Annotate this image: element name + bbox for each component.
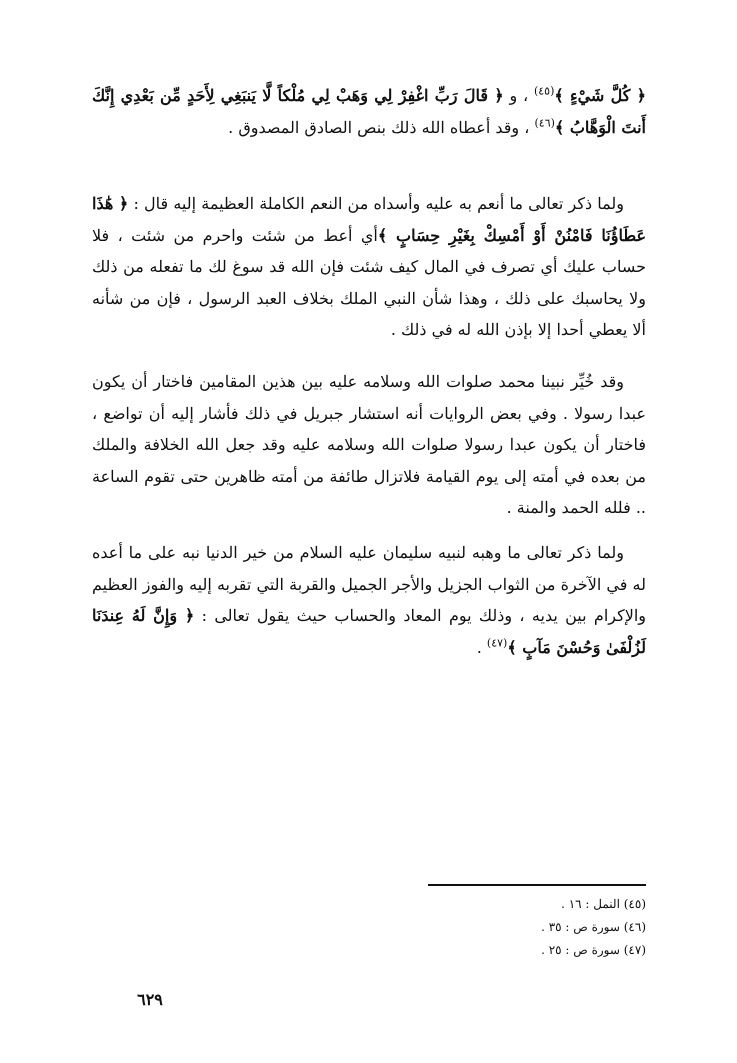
page-number: ٦٢٩ xyxy=(137,990,163,1009)
paragraph-text: ، و xyxy=(503,86,534,105)
quran-quote: ﴿ قَالَ رَبِّ اغْفِرْ لِي وَهَبْ لِي مُلْكاً لَّا يَنبَغِي لِأَحَدٍ مِّن بَعْدِي إِنَّكَ أَنتَ الْوَهَّابُ ﴾ xyxy=(92,86,646,137)
paragraph-4 xyxy=(92,537,646,663)
paragraph-2 xyxy=(92,188,646,346)
footnote-ref: (٤٧) xyxy=(486,636,508,650)
paragraph-text: وقد خُيِّر نبينا محمد صلوات الله وسلامه عليه بين هذين المقامين فاختار أن يكون عبدا رسولا . وفي بعض الروايات أنه استشار جبريل في ذلك فأشار إليه أن تواضع ، فاختار أن يكون عبدا رسولا صلوات الله وسلامه عليه وقد جعل الله الخلافة والملك من بعده في أمته إلى يوم القيامة فلاتزال طائفة من أمته ظاهرين حتى تقوم الساعة .. فلله الحمد والمنة . xyxy=(92,372,646,517)
footnote-ref: (٤٥) xyxy=(533,84,555,98)
footnote-ref: (٤٦) xyxy=(534,116,555,130)
footnote-46: (٤٦) سورة ص : ٣٥ . xyxy=(541,920,646,934)
quran-quote: ﴿ كُلَّ شَيْءٍ ﴾ xyxy=(554,86,646,105)
footnote-45: (٤٥) النمل : ١٦ . xyxy=(561,897,646,911)
paragraph-3 xyxy=(92,366,646,524)
paragraph-text: . xyxy=(476,637,487,657)
paragraph-1 xyxy=(92,80,646,143)
footnote-47: (٤٧) سورة ص : ٢٥ . xyxy=(541,943,646,957)
quran-quote: ﴿ وَإِنَّ لَهُ عِندَنَا لَزُلْفَىٰ وَحُسْنَ مَآبٍ ﴾ xyxy=(92,606,646,657)
paragraph-text: أي أعط من شئت واحرم من شئت ، فلا حساب عليك أي تصرف في المال كيف شئت فإن الله قد سوغ لك ما تفعله من ذلك ولا يحاسبك على ذلك ، وهذا شأن النبي الملك بخلاف العبد الرسول ، فإن من شأنه ألا يعطي أحدا إلا بإذن الله له في ذلك . xyxy=(92,225,646,339)
quran-quote: ﴿ هَٰذَا عَطَاؤُنَا فَامْنُنْ أَوْ أَمْسِكْ بِغَيْرِ حِسَابٍ ﴾ xyxy=(92,194,647,245)
paragraph-text: ، وقد أعطاه الله ذلك بنص الصادق المصدوق . xyxy=(228,117,535,137)
paragraph-text: ولما ذكر تعالى ما أنعم به عليه وأسداه من النعم الكاملة العظيمة إليه قال : xyxy=(128,194,624,213)
footnote-separator xyxy=(428,884,646,886)
footnotes xyxy=(440,893,646,962)
paragraph-text: ولما ذكر تعالى ما وهبه لنبيه سليمان عليه السلام من خير الدنيا نبه على ما أعده له في الآخرة من الثواب الجزيل والأجر الجميل والقربة التي تقربه إليه والفوز العظيم والإكرام بين يديه ، وذلك يوم المعاد والحساب حيث يقول تعالى : xyxy=(92,543,647,625)
